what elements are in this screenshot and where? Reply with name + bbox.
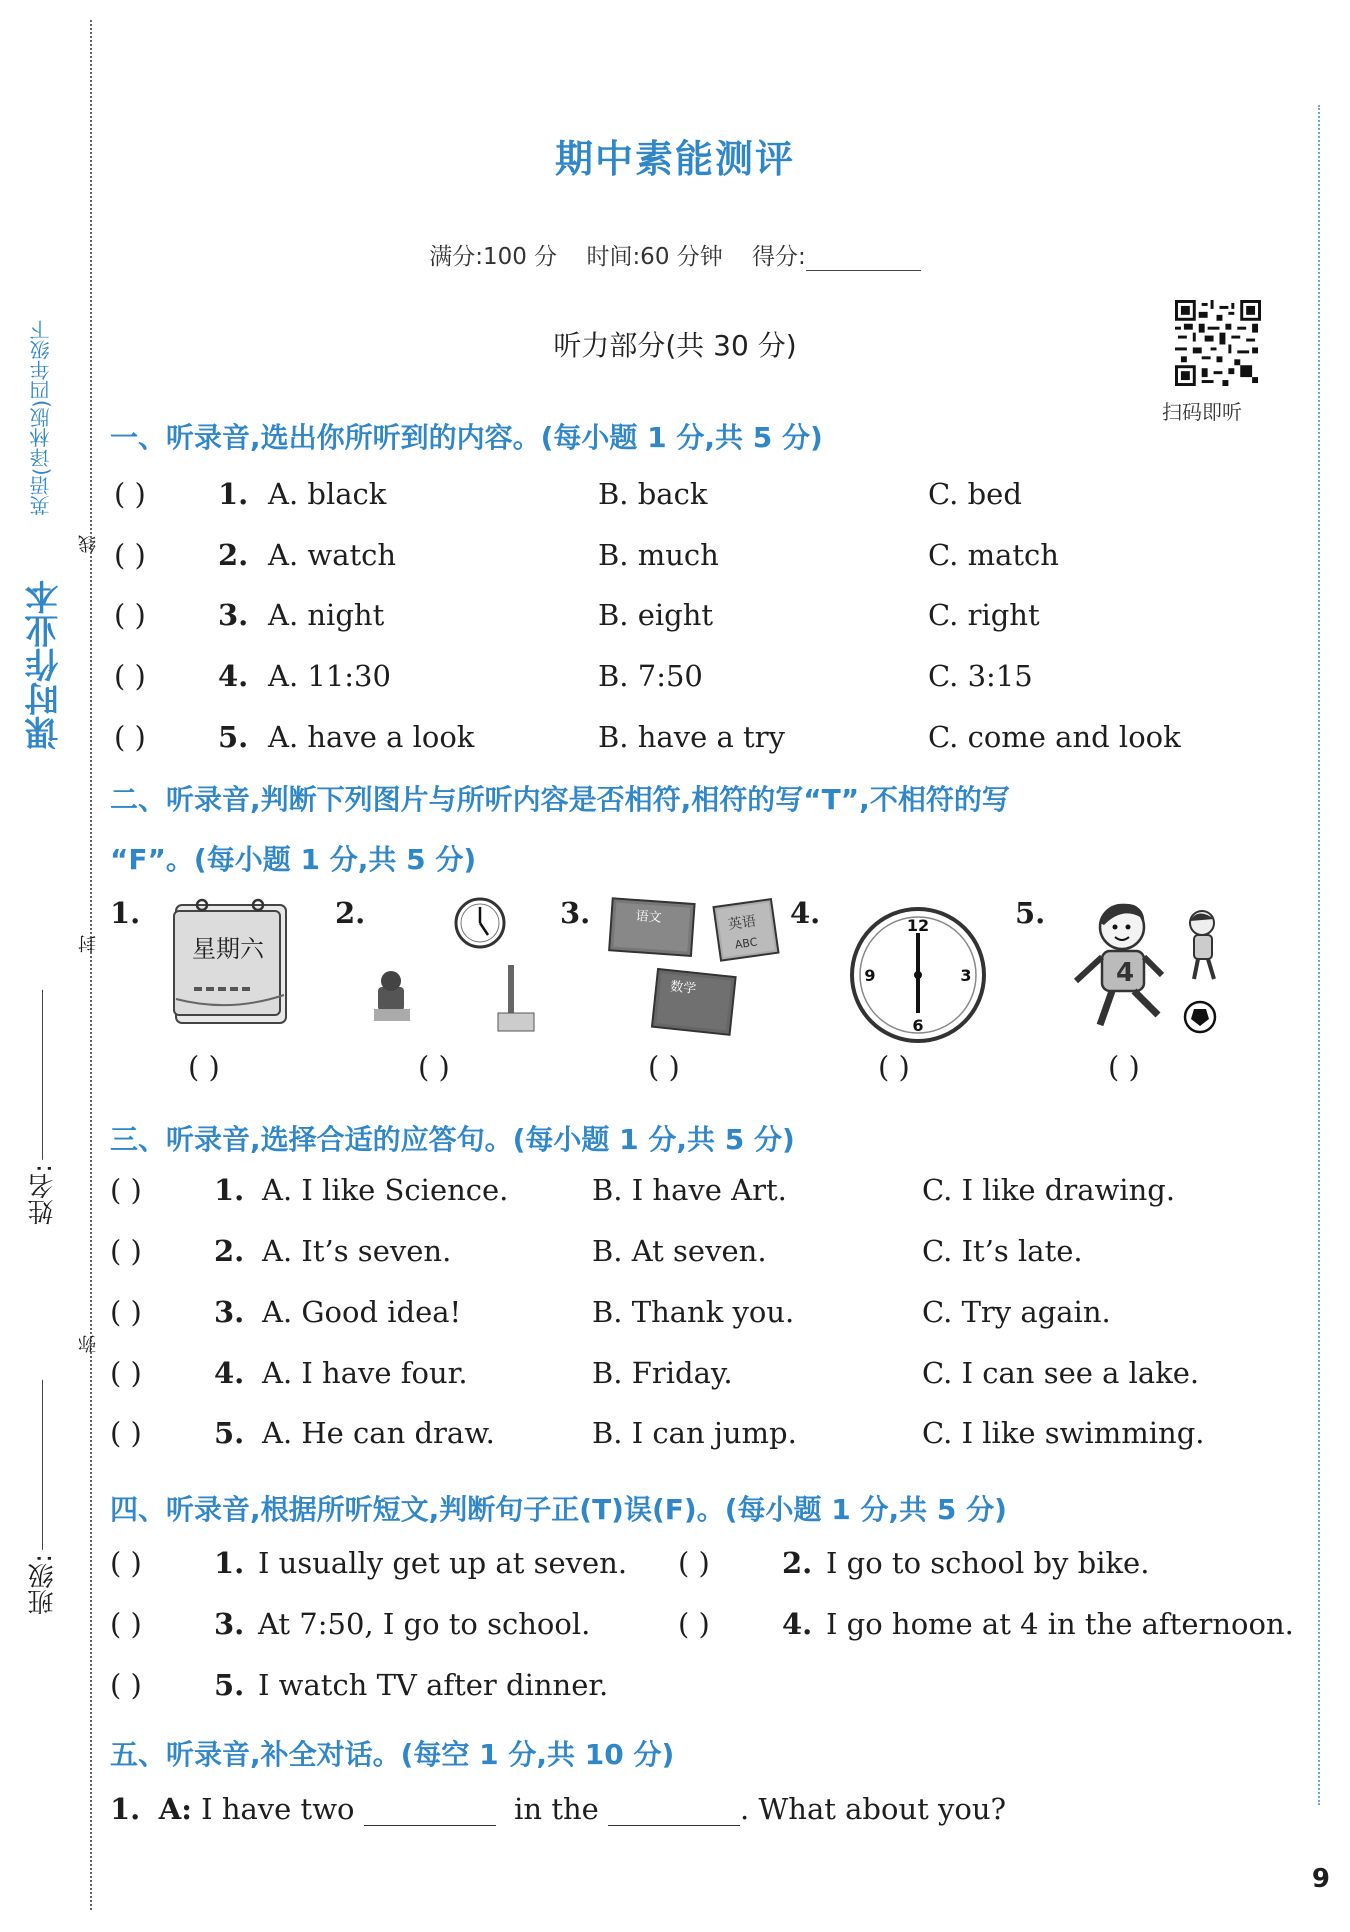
section5-heading: 五、听录音,补全对话。(每空 1 分,共 10 分)	[110, 1738, 675, 1771]
book3-title: 数学	[669, 979, 697, 998]
brand-a: 课时	[25, 682, 65, 750]
answer-paren[interactable]: ( )	[648, 1050, 680, 1084]
answer-paren[interactable]: ( )	[110, 1173, 142, 1207]
question-num: 5.	[214, 1668, 245, 1702]
boy-and-clock-icon	[370, 895, 550, 1040]
clock-3: 3	[960, 966, 972, 985]
clock-9: 9	[864, 966, 876, 985]
class-blank[interactable]	[43, 1380, 44, 1550]
question-num: 4.	[218, 659, 249, 693]
q1-part3: . What about you?	[740, 1792, 1007, 1826]
answer-paren[interactable]: ( )	[110, 1607, 142, 1641]
q1-blank-1[interactable]	[364, 1799, 496, 1826]
option-a[interactable]: A. It’s seven.	[262, 1234, 452, 1268]
option-b[interactable]: B. back	[598, 477, 708, 511]
section5-q1	[110, 1792, 1006, 1826]
option-c[interactable]: C. I can see a lake.	[922, 1356, 1200, 1390]
option-a[interactable]: A. night	[268, 598, 385, 632]
answer-paren[interactable]: ( )	[878, 1050, 910, 1084]
page-title: 期中素能测评	[554, 137, 795, 181]
option-a[interactable]: A. watch	[268, 538, 397, 572]
question-num: 4.	[782, 1607, 813, 1641]
q1-part2: in the	[514, 1792, 599, 1826]
section1-heading: 一、听录音,选出你所听到的内容。(每小题 1 分,共 5 分)	[110, 421, 823, 454]
question-num: 1.	[214, 1546, 245, 1580]
score-label: 得分:	[752, 244, 806, 270]
score-blank[interactable]	[806, 248, 921, 271]
pic-num-2: 2.	[335, 896, 366, 930]
books-icon	[605, 895, 785, 1045]
answer-paren[interactable]: ( )	[114, 659, 146, 693]
football-boy-icon	[1060, 895, 1230, 1045]
binding-dotted-line	[90, 20, 92, 1910]
answer-paren[interactable]: ( )	[110, 1234, 142, 1268]
shirt-number: 4	[1116, 958, 1135, 988]
class-label	[24, 1380, 61, 1615]
answer-paren[interactable]: ( )	[110, 1546, 142, 1580]
answer-paren[interactable]: ( )	[678, 1607, 710, 1641]
answer-paren[interactable]: ( )	[188, 1050, 220, 1084]
answer-paren[interactable]: ( )	[110, 1295, 142, 1329]
seal-mark: 封	[78, 935, 99, 953]
option-c[interactable]: C. bed	[928, 477, 1022, 511]
answer-paren[interactable]: ( )	[114, 598, 146, 632]
name-blank[interactable]	[43, 990, 44, 1160]
option-c[interactable]: C. I like swimming.	[922, 1416, 1205, 1450]
page-number: 9	[1311, 1864, 1330, 1894]
section2-heading-line1: 二、听录音,判断下列图片与所听内容是否相符,相符的写“T”,不相符的写	[110, 783, 1010, 816]
question-num: 2.	[214, 1234, 245, 1268]
qr-label: 扫码即听	[1162, 400, 1242, 424]
question-num: 1.	[218, 477, 249, 511]
class-label-text: 班级:	[28, 1554, 58, 1615]
question-num: 5.	[214, 1416, 245, 1450]
answer-paren[interactable]: ( )	[418, 1050, 450, 1084]
answer-paren[interactable]: ( )	[114, 538, 146, 572]
question-num: 2.	[782, 1546, 813, 1580]
book2-title: 英语	[727, 913, 758, 934]
question-num: 3.	[214, 1295, 245, 1329]
wall-clock-icon	[848, 905, 988, 1045]
option-b[interactable]: B. 7:50	[598, 659, 703, 693]
option-b[interactable]: B. I can jump.	[592, 1416, 797, 1450]
pic-num-3: 3.	[560, 896, 591, 930]
question-num: 2.	[218, 538, 249, 572]
question-num: 1.	[214, 1173, 245, 1207]
clock-6: 6	[912, 1016, 924, 1035]
dense-mark: 弥	[78, 1335, 99, 1353]
answer-paren[interactable]: ( )	[110, 1356, 142, 1390]
option-a[interactable]: A. I like Science.	[262, 1173, 509, 1207]
sidebar-book: 英语(译林版)四年级下	[29, 320, 53, 516]
option-c[interactable]: C. I like drawing.	[922, 1173, 1176, 1207]
option-b[interactable]: B. Friday.	[592, 1356, 733, 1390]
time-limit: 时间:60 分钟	[586, 244, 723, 270]
qr-code-icon[interactable]	[1175, 300, 1261, 386]
option-c[interactable]: C. right	[928, 598, 1040, 632]
book2-sub: ABC	[734, 935, 759, 952]
answer-paren[interactable]: ( )	[678, 1546, 710, 1580]
question-num: 4.	[214, 1356, 245, 1390]
q1-part1: I have two	[201, 1792, 355, 1826]
option-a[interactable]: A. I have four.	[262, 1356, 468, 1390]
line-mark: 线	[78, 535, 99, 553]
option-b[interactable]: B. much	[598, 538, 719, 572]
option-a[interactable]: A. He can draw.	[262, 1416, 495, 1450]
name-label-text: 姓名:	[28, 1164, 58, 1225]
book1-title: 语文	[635, 908, 663, 926]
pic-num-5: 5.	[1015, 896, 1046, 930]
option-a[interactable]: A. Good idea!	[262, 1295, 462, 1329]
option-a[interactable]: A. have a look	[268, 720, 475, 754]
section2-heading-line2: “F”。(每小题 1 分,共 5 分)	[110, 843, 477, 876]
score-info	[0, 238, 1350, 271]
pic-num-4: 4.	[790, 896, 821, 930]
sidebar-brand	[20, 580, 69, 750]
question-num: 5.	[218, 720, 249, 754]
section3-heading: 三、听录音,选择合适的应答句。(每小题 1 分,共 5 分)	[110, 1123, 795, 1156]
option-c[interactable]: C. Try again.	[922, 1295, 1111, 1329]
statement-text: I go home at 4 in the afternoon.	[826, 1607, 1294, 1641]
calendar-text: 星期六	[192, 935, 264, 963]
option-b[interactable]: B. eight	[598, 598, 714, 632]
calendar-icon	[170, 895, 295, 1030]
question-num: 3.	[214, 1607, 245, 1641]
section4-heading: 四、听录音,根据所听短文,判断句子正(T)误(F)。(每小题 1 分,共 5 分)	[110, 1493, 1007, 1526]
option-b[interactable]: B. I have Art.	[592, 1173, 787, 1207]
option-c[interactable]: C. come and look	[928, 720, 1181, 754]
statement-text: I go to school by bike.	[826, 1546, 1150, 1580]
statement-text: I usually get up at seven.	[258, 1546, 628, 1580]
answer-paren[interactable]: ( )	[114, 720, 146, 754]
q1-num: 1.	[110, 1792, 141, 1826]
option-b[interactable]: B. At seven.	[592, 1234, 767, 1268]
question-num: 3.	[218, 598, 249, 632]
statement-text: I watch TV after dinner.	[258, 1668, 609, 1702]
answer-paren[interactable]: ( )	[110, 1416, 142, 1450]
statement-text: At 7:50, I go to school.	[258, 1607, 591, 1641]
answer-paren[interactable]: ( )	[110, 1668, 142, 1702]
option-c[interactable]: C. 3:15	[928, 659, 1033, 693]
option-a[interactable]: A. black	[268, 477, 387, 511]
q1-blank-2[interactable]	[608, 1799, 740, 1826]
full-score: 满分:100 分	[429, 244, 558, 270]
answer-paren[interactable]: ( )	[114, 477, 146, 511]
option-b[interactable]: B. have a try	[598, 720, 785, 754]
option-c[interactable]: C. match	[928, 538, 1059, 572]
option-b[interactable]: B. Thank you.	[592, 1295, 795, 1329]
option-c[interactable]: C. It’s late.	[922, 1234, 1083, 1268]
listening-part-title: 听力部分(共 30 分)	[553, 329, 797, 362]
pic-num-1: 1.	[110, 896, 141, 930]
brand-b: 作业本	[25, 580, 65, 682]
name-label	[24, 990, 61, 1225]
clock-12: 12	[906, 916, 930, 935]
answer-paren[interactable]: ( )	[1108, 1050, 1140, 1084]
option-a[interactable]: A. 11:30	[268, 659, 391, 693]
q1-speaker: A:	[158, 1792, 192, 1826]
